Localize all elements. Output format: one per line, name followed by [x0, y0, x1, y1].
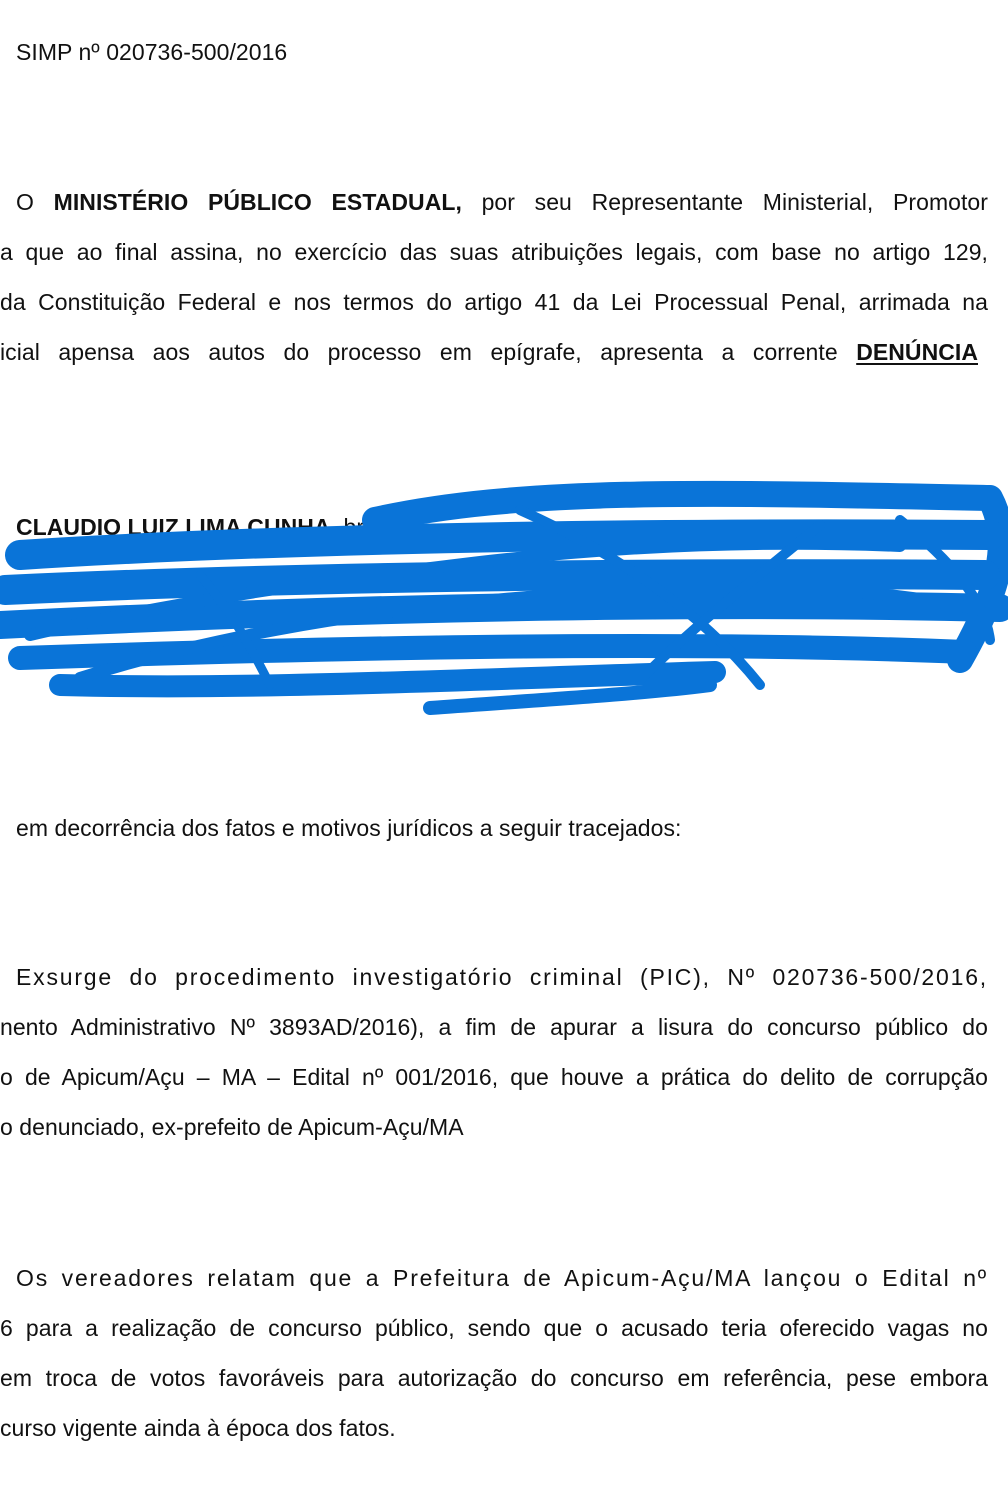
para1-line-2: nento Administrativo Nº 3893AD/2016), a fim de apurar a lisura do concurso público do — [0, 1014, 988, 1040]
accused-name: CLAUDIO LUIZ LIMA CUNHA — [16, 514, 331, 540]
intro-line-2: a que ao final assina, no exercício das suas atribuições legais, com base no artigo 129, — [0, 239, 988, 265]
intro-line-4 — [0, 338, 978, 366]
intro-line-3: da Constituição Federal e nos termos do artigo 41 da Lei Processual Penal, arrimada na — [0, 289, 988, 315]
para2-line-4: curso vigente ainda à época dos fatos. — [0, 1415, 396, 1441]
para2-line-2: 6 para a realização de concurso público, sendo que o acusado teria oferecido vagas no — [0, 1315, 988, 1341]
para1-line-3: o de Apicum/Açu – MA – Edital nº 001/2016, que houve a prática do delito de corrupção — [0, 1064, 988, 1090]
accused-details-start: , bra — [330, 514, 377, 540]
para2-line-3: em troca de votos favoráveis para autorização do concurso em referência, pese embora — [0, 1365, 988, 1391]
intro-line-1-rest: por seu Representante Ministerial, Promotor — [461, 189, 988, 215]
intro-prefix: O — [16, 189, 54, 215]
institution-name: MINISTÉRIO PÚBLICO ESTADUAL, — [53, 189, 462, 215]
motives-line: em decorrência dos fatos e motivos jurídicos a seguir tracejados: — [16, 815, 682, 841]
para2-line-1: Os vereadores relatam que a Prefeitura de Apicum-Açu/MA lançou o Edital nº — [16, 1265, 988, 1291]
redaction-scribble — [0, 480, 1008, 720]
para1-line-1: Exsurge do procedimento investigatório criminal (PIC), Nº 020736-500/2016, — [16, 964, 988, 990]
denuncia-heading: DENÚNCIA — [856, 339, 978, 365]
intro-line-4-text: icial apensa aos autos do processo em epígrafe, apresenta a corrente — [0, 339, 857, 365]
case-number: SIMP nº 020736-500/2016 — [16, 39, 288, 65]
intro-line-1 — [16, 188, 988, 216]
para1-line-4: o denunciado, ex-prefeito de Apicum-Açu/MA — [0, 1114, 464, 1140]
